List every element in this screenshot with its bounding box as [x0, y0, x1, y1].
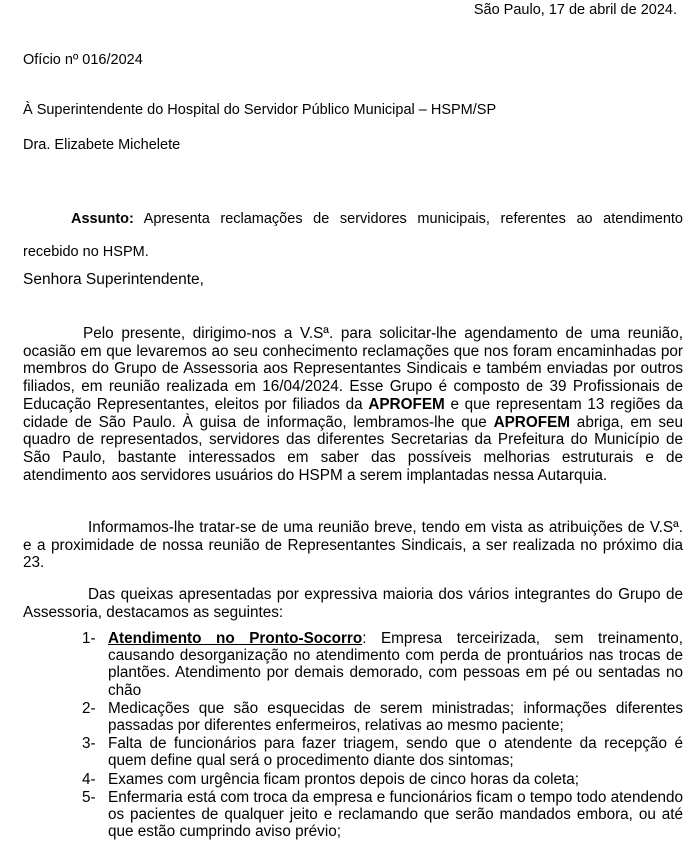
list-item [82, 789, 683, 841]
complaints-list [82, 630, 683, 841]
list-item-text: Falta de funcionários para fazer triagem, sendo que o atendente da recepção é quem define qual será o procedimento diante dos sintomas; [108, 735, 683, 770]
document-date: São Paulo, 17 de abril de 2024. [473, 2, 677, 18]
paragraph-1-text-c: abriga, em seu quadro de representados, servidores das diferentes Secretarias da Prefeitura do Município de São Paulo, bastante interessados em saber das possíveis melhorias estruturais e de atendimento aos servidores usuários do HSPM a serem implantadas nessa Autarquia. [23, 413, 683, 484]
body-paragraph-3: Das queixas apresentadas por expressiva maioria dos vários integrantes do Grupo de Assessoria, destacamos as seguintes: [23, 586, 683, 621]
subject-line [23, 203, 683, 269]
recipient-title: À Superintendente do Hospital do Servidor Público Municipal – HSPM/SP [23, 102, 497, 118]
list-item-number: 5- [82, 788, 96, 806]
list-item [82, 771, 683, 788]
list-item-number: 1- [82, 630, 96, 647]
subject-label: Assunto: [71, 211, 134, 227]
list-item [82, 735, 683, 769]
paragraph-1-text-a: Pelo presente, dirigimo-nos a V.Sª. para solicitar-lhe agendamento de uma reunião, ocasião em que levaremos ao seu conhecimento reclamações que nos foram encaminhadas por membros do Grupo de Assessoria aos Representantes Sindicais e também enviadas por outros filiados, em reunião realizada em 16/04/2024. Esse Grupo é composto de 39 Profissionais de Educação Representantes, eleitos por filiados da [23, 325, 683, 413]
document-reference: Ofício nº 016/2024 [23, 52, 143, 68]
list-item-text: : Empresa terceirizada, sem treinamento, causando desorganização no atendimento com perda de prontuários nas trocas de plantões. Atendimento por demais demorado, com pessoas em pé ou sentadas no chão [108, 630, 683, 699]
organization-name: APROFEM [493, 413, 571, 431]
paragraph-1-text-b: e que representam 13 regiões da cidade de São Paulo. À guisa de informação, lembramos-lhe que [23, 395, 683, 431]
body-paragraph-2: Informamos-lhe tratar-se de uma reunião breve, tendo em vista as atribuições de V.Sª. e a proximidade de nossa reunião de Representantes Sindicais, a ser realizada no próximo dia 23. [23, 519, 683, 572]
salutation: Senhora Superintendente, [23, 271, 204, 288]
list-item [82, 630, 683, 699]
subject-text: Apresenta reclamações de servidores municipais, referentes ao atendimento recebido no HSPM. [23, 211, 683, 260]
list-item-text: Enfermaria está com troca da empresa e funcionários ficam o tempo todo atendendo os pacientes de qualquer jeito e reclamando que serão mandados embora, ou até que estão cumprindo aviso prévio; [108, 788, 683, 841]
list-item-number: 4- [82, 770, 96, 788]
list-item-heading: Atendimento no Pronto-Socorro [108, 630, 363, 647]
recipient-name: Dra. Elizabete Michelete [23, 137, 181, 153]
list-item-number: 3- [82, 735, 96, 753]
body-paragraph-1 [23, 325, 683, 484]
list-item [82, 700, 683, 734]
organization-name: APROFEM [368, 395, 445, 413]
list-item-text: Exames com urgência ficam prontos depois de cinco horas da coleta; [108, 770, 580, 788]
list-item-number: 2- [82, 699, 96, 717]
list-item-text: Medicações que são esquecidas de serem ministradas; informações diferentes passadas por diferentes enfermeiros, relativas ao mesmo paciente; [108, 699, 683, 735]
